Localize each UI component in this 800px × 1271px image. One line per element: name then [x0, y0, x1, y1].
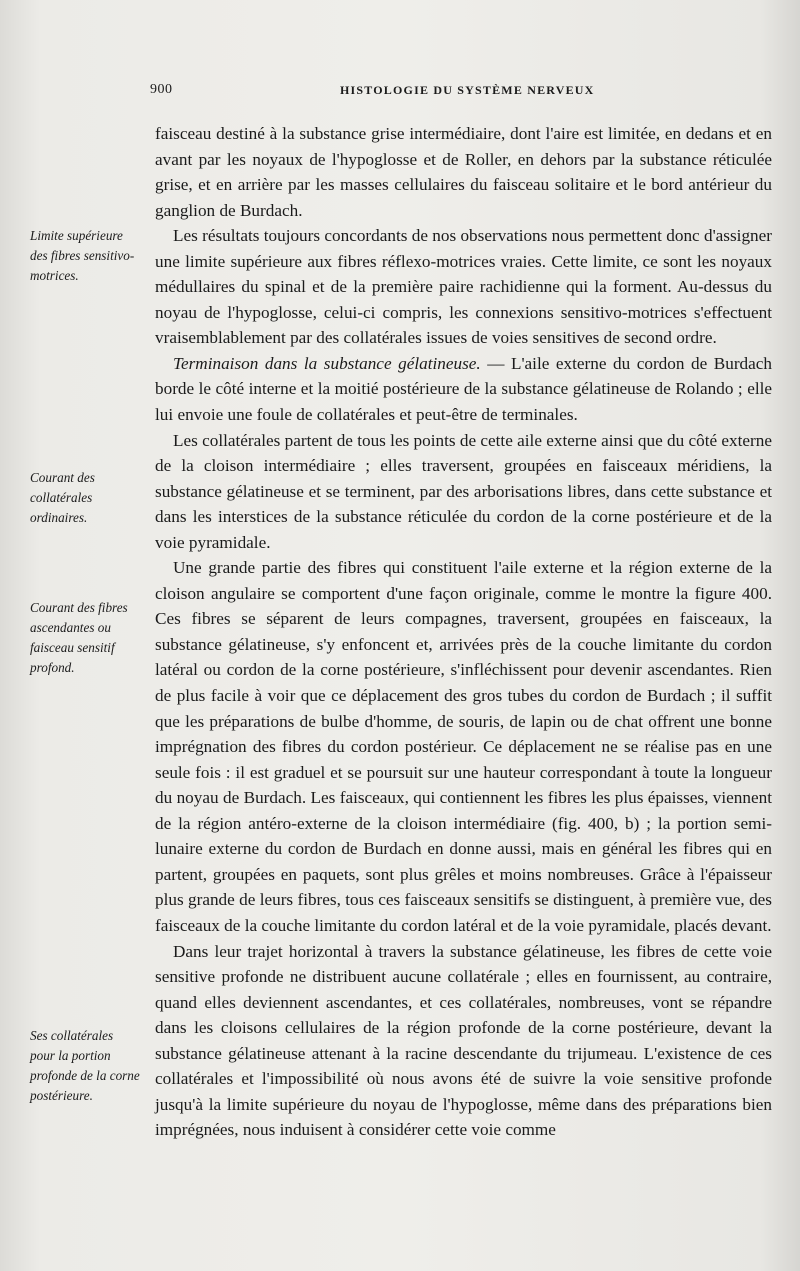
body-text — [155, 121, 772, 1143]
paragraph-4: Les collatérales partent de tous les points de cette aile externe ainsi que du côté externe de la cloison intermédiaire ; elles traversent, groupées en faisceaux méridiens, la substance gélatineuse et se terminent, par des arborisations libres, dans cette substance et dans les interstices de la substance réticulée du cordon de la corne postérieure et de la voie pyramidale. — [155, 430, 772, 552]
margin-note-courant-collaterales: Courant des collatérales ordinaires. — [30, 470, 95, 525]
section-title-terminaison: Terminaison dans la substance gélatineuse. — [173, 353, 481, 373]
paragraph-3 — [155, 351, 772, 428]
paragraph-5: Une grande partie des fibres qui constituent l'aile externe et la région externe de la cloison angulaire se comportent d'une façon originale, comme le montre la figure 400. Ces fibres se séparent de leurs compagnes, traversent, groupées en faisceaux, la substance gélatineuse, s'y enfoncent et, arrivées près de la couche limitante du cordon latéral ou cordon de la corne postérieure, s'infléchissent pour devenir ascendantes. Rien de plus facile à voir que ce déplacement des gros tubes du cordon de Burdach ; il suffit que les préparations de bulbe d'homme, de souris, de lapin ou de chat offrent une bonne imprégnation des fibres du cordon postérieur. Ce déplacement ne se réalise pas en une seule fois : il est graduel et se poursuit sur une hauteur correspondant à toute la longueur du noyau de Burdach. Les faisceaux, qui contiennent les fibres les plus épaisses, viennent de la région antéro-externe de la cloison intermédiaire (fig. 400, b) ; la portion semi-lunaire externe du cordon de Burdach en donne aussi, mais en général les fibres qui en partent, groupées en paquets, sont plus grêles et moins nombreuses. Grâce à l'épaisseur plus grande de leurs fibres, tous ces faisceaux sensitifs se distinguent, à première vue, des faisceaux de la couche limitante du cordon latéral et de la voie pyramidale, placés devant. — [155, 558, 772, 935]
page-number: 900 — [150, 82, 173, 97]
running-head: HISTOLOGIE DU SYSTÈME NERVEUX — [340, 83, 595, 97]
paragraph-3-text: — L'aile externe du cordon de Burdach borde le côté interne et la moitié postérieure de la substance gélatineuse de Rolando ; elle lui envoie une foule de collatérales et peut-être de terminales. — [155, 353, 772, 425]
paragraph-2: Les résultats toujours concordants de nos observations nous permettent donc d'assigner une limite supérieure aux fibres réflexo-motrices vraies. Cette limite, ce sont les noyaux médullaires du spinal et de la première paire rachidienne qui la forment. Au-dessus du noyau de l'hypoglosse, celui-ci compris, les connexions sensitivo-motrices s'effectuent vraisemblablement par des collatérales issues de voies sensitives de second ordre. — [155, 226, 772, 348]
margin-note-collaterales-corne: Ses collatérales pour la portion profonde de la corne postérieure. — [30, 1028, 140, 1103]
margin-note-courant-fibres: Courant des fibres ascendantes ou faisceau sensitif profond. — [30, 600, 128, 675]
paragraph-1: faisceau destiné à la substance grise intermédiaire, dont l'aire est limitée, en dedans et en avant par les noyaux de l'hypoglosse et de Roller, en dehors par la substance réticulée grise, et en arrière par les masses cellulaires du faisceau solitaire et le bord antérieur du ganglion de Burdach. — [155, 124, 772, 220]
page-header — [150, 82, 790, 102]
margin-note-limite: Limite supérieure des fibres sensitivo-motrices. — [30, 228, 135, 283]
paragraph-6: Dans leur trajet horizontal à travers la substance gélatineuse, les fibres de cette voie sensitive profonde ne distribuent aucune collatérale ; elles en fournissent, au contraire, quand elles deviennent ascendantes, et ces collatérales, nombreuses, vont se répandre dans les cloisons cellulaires de la région profonde de la corne postérieure, devant la substance gélatineuse attenant à la racine descendante du trijumeau. L'existence de ces collatérales et l'impossibilité où nous avons été de suivre la voie sensitive profonde jusqu'à la limite supérieure du noyau de l'hypoglosse, même dans des préparations bien imprégnées, nous induisent à considérer cette voie comme — [155, 941, 772, 1140]
